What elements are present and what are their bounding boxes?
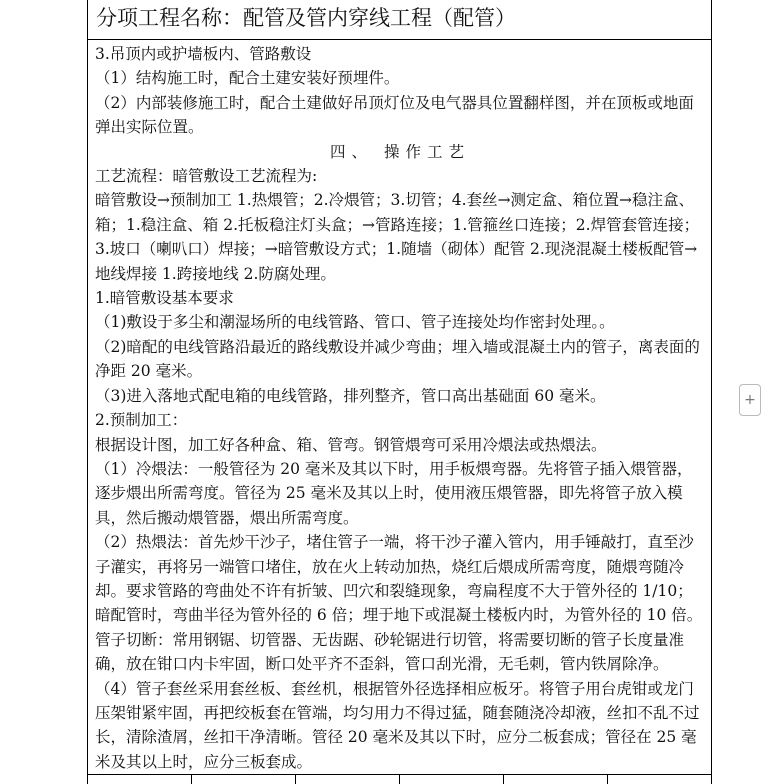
paragraph: 工艺流程：暗管敷设工艺流程为: <box>95 167 318 186</box>
paragraph: 2.预制加工： <box>95 411 188 430</box>
paragraph: 根据设计图，加工好各种盒、箱、管弯。钢管煨弯可采用冷煨法或热煨法。 <box>95 435 607 454</box>
table-cell <box>296 775 400 784</box>
document-table <box>87 0 712 784</box>
paragraph: 1.暗管敷设基本要求 <box>95 289 234 308</box>
table-cell <box>504 775 608 784</box>
table-cell <box>192 775 296 784</box>
table-bottom-row <box>88 774 711 784</box>
table-cell <box>400 775 504 784</box>
paragraph: （1）结构施工时，配合土建安装好预埋件。 <box>95 69 400 88</box>
paragraph: 3.吊顶内或护墙板内、管路敷设 <box>95 45 312 63</box>
paragraph: （1)敷设于多尘和潮湿场所的电线管路、管口、管子连接处均作密封处理。。 <box>95 313 615 332</box>
paragraph: （2)暗配的电线管路沿最近的路线敷设并减少弯曲；埋入墙或混凝土内的管子，离表面的净距 20 毫米。 <box>95 337 700 381</box>
section-heading: 四、 操作工艺 <box>330 142 470 161</box>
page-title: 分项工程名称：配管及管内穿线工程（配管） <box>88 0 711 40</box>
table-cell <box>608 775 711 784</box>
paragraph: （1）冷煨法：一般管径为 20 毫米及其以下时，用手板煨弯器。先将管子插入煨管器，逐步煨出所需弯度。管径为 25 毫米及其以上时，使用液压煨管器，即先将管子放入模具，然后搬动煨管器，煨出所需弯度。 <box>95 459 693 527</box>
paragraph: （3)进入落地式配电箱的电线管路，排列整齐，管口高出基础面 60 毫米。 <box>95 386 606 405</box>
document-body <box>88 40 711 774</box>
paragraph: （4）管子套丝采用套丝板、套丝机，根据管外径选择相应板牙。将管子用台虎钳或龙门压架钳紧牢固，再把绞板套在管端，均匀用力不得过猛，随套随浇冷却液，丝扣不乱不过长，清除渣屑，丝扣干净清晰。管径 20 毫米及其以下时，应分二板套成；管径在 25 毫米及其以上时，应分三板套成。 <box>95 679 700 771</box>
paragraph: 暗管敷设→预制加工 1.热煨管；2.冷煨管；3.切管；4.套丝→测定盒、箱位置→稳注盒、箱；1.稳注盒、箱 2.托板稳注灯头盒；→管路连接；1.管箍丝口连接；2.焊管套管连接；3.坡口（喇叭口）焊接；→暗管敷设方式；1.随墙（砌体）配管 2.现浇混凝土楼板配管→地线焊接 1.跨接地线 2.防腐处理。 <box>95 191 700 283</box>
table-cell <box>88 775 192 784</box>
add-button[interactable]: + <box>739 384 761 416</box>
paragraph: （2）热煨法：首先炒干沙子，堵住管子一端，将干沙子灌入管内，用手锤敲打，直至沙子灌实，再将另一端管口堵住，放在火上转动加热，烧红后煨成所需弯度，随煨弯随冷却。要求管路的弯曲处不许有折皱、凹穴和裂缝现象，弯扁程度不大于管外径的 1/10；暗配管时，弯曲半径为管外径的 6 倍；埋于地下或混凝土楼板内时，为管外径的 10 倍。 <box>95 533 703 625</box>
paragraph: （2）内部装修施工时，配合土建做好吊顶灯位及电气器具位置翻样图，并在顶板或地面弹出实际位置。 <box>95 93 694 137</box>
paragraph: 管子切断：常用钢锯、切管器、无齿踞、砂轮锯进行切管，将需要切断的管子长度量准确，放在钳口内卡牢固，断口处平齐不歪斜，管口刮光滑，无毛刺，管内铁屑除净。 <box>95 630 685 674</box>
